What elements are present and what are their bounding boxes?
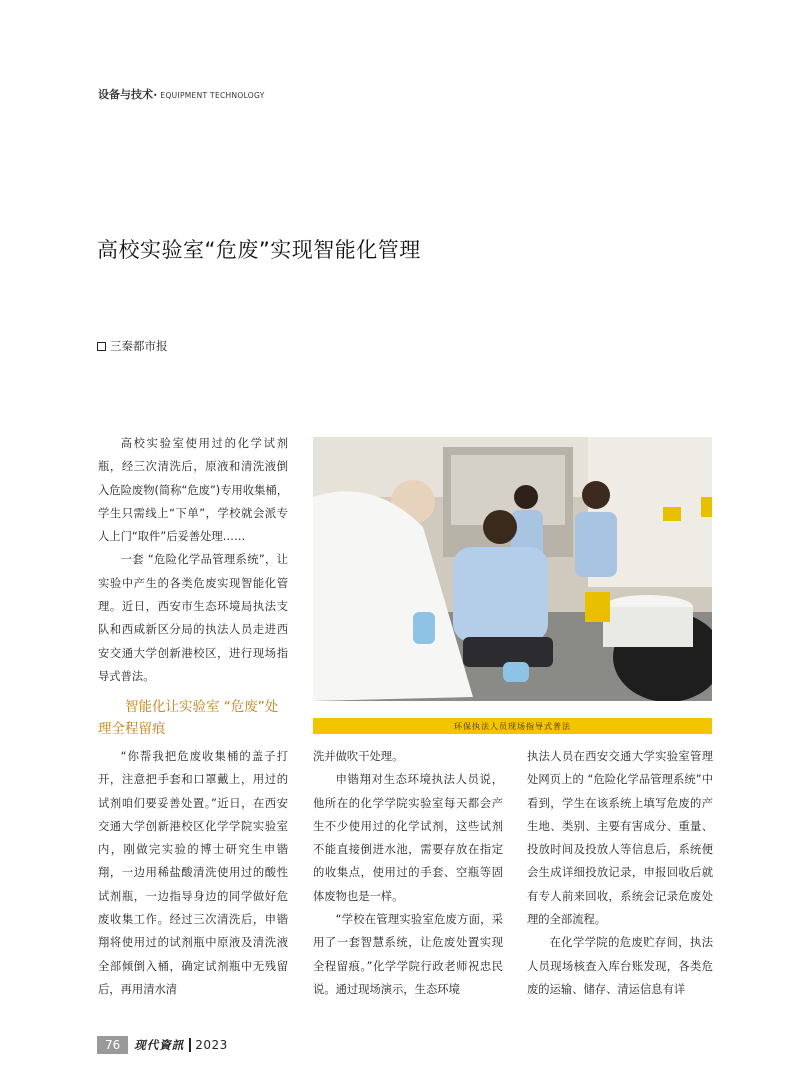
body-column-2 bbox=[313, 745, 503, 1001]
lead-column bbox=[98, 432, 288, 688]
body-paragraph: “学校在管理实验室危废方面，采用了一套智慧系统，让危废处置实现全程留痕。”化学学院行政老师祝忠民说。通过现场演示，生态环境 bbox=[313, 913, 503, 996]
byline bbox=[97, 338, 168, 354]
body-column-1 bbox=[98, 745, 288, 1001]
article-photo bbox=[313, 437, 712, 701]
lab-scene-image bbox=[313, 437, 712, 701]
section-label bbox=[98, 86, 265, 102]
footer-divider bbox=[189, 1038, 191, 1052]
article-title: 高校实验室“危废”实现智能化管理 bbox=[97, 238, 421, 262]
body-column-3 bbox=[527, 745, 713, 1001]
body-paragraph: 洗并做吹干处理。 bbox=[313, 750, 404, 763]
photo-caption bbox=[313, 718, 712, 734]
body-paragraph: “你帮我把危废收集桶的盖子打开，注意把手套和口罩戴上，用过的试剂咱们要妥善处置。”近日，在西安交通大学创新港校区化学学院实验室内，刚做完实验的博士研究生申锴翔，一边用稀盐酸清洗使用过的酸性试剂瓶，一边指导身边的同学做好危废收集工作。经过三次清洗后，申锴翔将使用过的试剂瓶中原液及清洗液全部倾倒入桶，确定试剂瓶中无残留后，再用清水清 bbox=[98, 750, 288, 996]
magazine-name: 现代資訊 bbox=[134, 1038, 185, 1052]
page-number: 76 bbox=[97, 1036, 128, 1054]
byline-square-icon bbox=[97, 342, 106, 351]
section-label-en: • EQUIPMENT TECHNOLOGY bbox=[153, 91, 265, 100]
body-paragraph: 在化学学院的危废贮存间，执法人员现场核查入库台账发现，各类危废的运输、储存、清运信息有详 bbox=[527, 936, 713, 996]
body-paragraph: 申锴翔对生态环境执法人员说，他所在的化学学院实验室每天都会产生不少使用过的化学试剂，这些试剂不能直接倒进水池，需要存放在指定的收集点，使用过的手套、空瓶等固体废物也是一样。 bbox=[313, 773, 503, 903]
photo-caption-text: 环保执法人员现场指导式普法 bbox=[454, 721, 571, 731]
body-paragraph: 执法人员在西安交通大学实验室管理处网页上的 “危险化学品管理系统”中看到，学生在该系统上填写危废的产生地、类别、主要有害成分、重量、投放时间及投放人等信息后，系统便会生成详细投放记录，申报回收后就有专人前来回收，系统会记录危废处理的全部流程。 bbox=[527, 750, 713, 927]
section-subhead: 智能化让实验室 “危废”处理全程留痕 bbox=[98, 699, 279, 737]
lead-paragraph: 高校实验室使用过的化学试剂瓶，经三次清洗后，原液和清洗液倒入危险废物(简称“危废”)专用收集桶，学生只需线上“下单”，学校就会派专人上门“取件”后妥善处理…… bbox=[98, 437, 288, 544]
section-label-zh: 设备与技术 bbox=[98, 88, 153, 101]
issue-year: 2023 bbox=[195, 1038, 228, 1052]
byline-source: 三秦都市报 bbox=[110, 339, 168, 353]
page-footer bbox=[97, 1036, 228, 1054]
lead-paragraph: 一套 “危险化学品管理系统”，让实验中产生的各类危废实现智能化管理。近日，西安市生态环境局执法支队和西咸新区分局的执法人员走进西安交通大学创新港校区，进行现场指导式普法。 bbox=[98, 553, 288, 683]
